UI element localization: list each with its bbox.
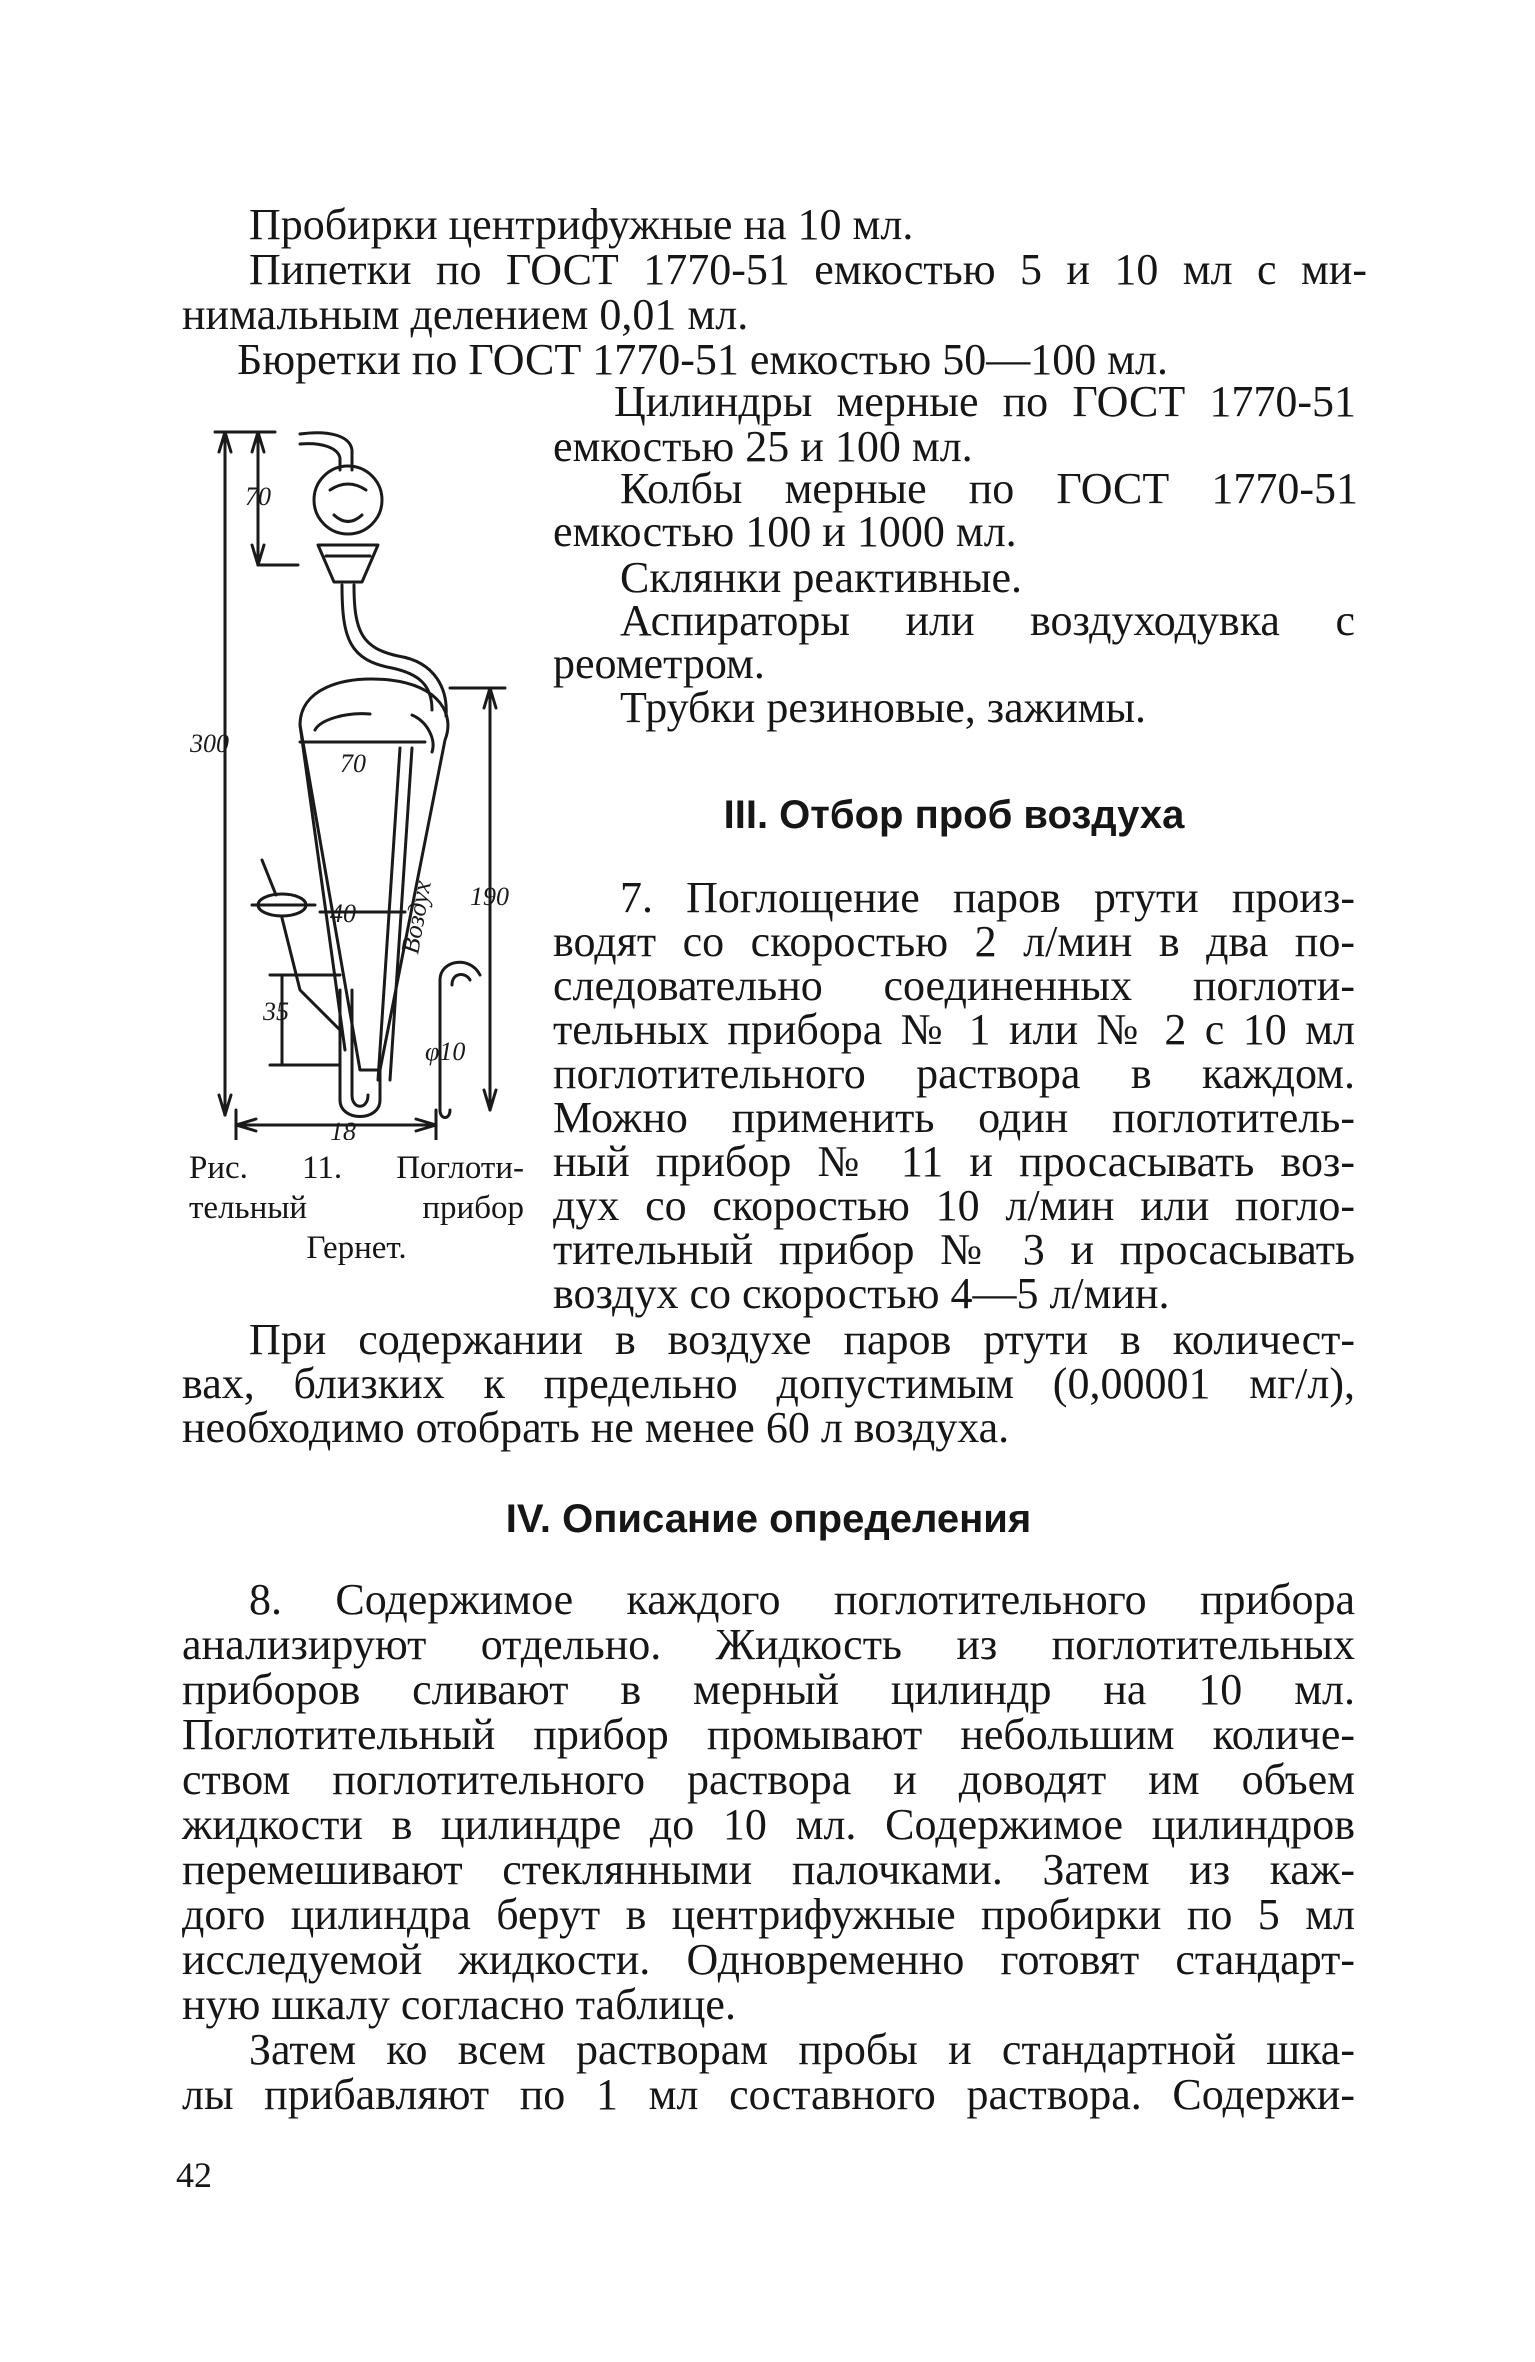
figure-caption-line-1: Рис. 11. Поглоти- xyxy=(189,1150,524,1186)
section-4-line: 8. Содержимое каждого поглотительного прибора xyxy=(249,1575,1355,1624)
section-3-line: 7. Поглощение паров ртути произ- xyxy=(620,873,1355,922)
section-4-line: приборов сливают в мерный цилиндр на 10 мл. xyxy=(182,1665,1355,1714)
section-4-title: IV. Описание определения xyxy=(505,1497,1032,1541)
equipment-line-7: Колбы мерные по ГОСТ 1770-51 xyxy=(620,464,1358,513)
page-number: 42 xyxy=(176,2155,212,2195)
section-3-line: необходимо отобрать не менее 60 л воздуха. xyxy=(182,1403,1010,1452)
dim-70-mid: 70 xyxy=(340,749,366,778)
equipment-line-9: Склянки реактивные. xyxy=(620,553,1022,602)
equipment-line-2: Пипетки по ГОСТ 1770-51 емкостью 5 и 10 мл с ми- xyxy=(249,245,1367,294)
equipment-line-5: Цилиндры мерные по ГОСТ 1770-51 xyxy=(614,377,1356,426)
section-3-line: водят со скоростью 2 л/мин в два по- xyxy=(553,917,1355,966)
dim-40: 40 xyxy=(330,899,356,928)
section-3-line: вах, близких к предельно допустимым (0,00001 мг/л), xyxy=(182,1359,1355,1408)
equipment-line-6: емкостью 25 и 100 мл. xyxy=(553,422,973,471)
section-3-title: III. Отбор проб воздуха xyxy=(723,793,1185,837)
section-4-line: Затем ко всем растворам пробы и стандартной шка- xyxy=(249,2025,1355,2074)
section-4-line: Поглотительный прибор промывают небольшим количе- xyxy=(182,1710,1355,1759)
equipment-line-10: Аспираторы или воздуходувка с xyxy=(620,596,1355,645)
dim-70-top: 70 xyxy=(245,482,271,511)
section-3-line: поглотительного раствора в каждом. xyxy=(553,1049,1355,1098)
equipment-line-12: Трубки резиновые, зажимы. xyxy=(620,683,1147,732)
section-4-line: лы прибавляют по 1 мл составного раствора. Содержи- xyxy=(182,2070,1355,2119)
section-4-line: перемешивают стеклянными палочками. Затем из каж- xyxy=(182,1845,1355,1894)
dim-35: 35 xyxy=(263,997,289,1026)
dim-300: 300 xyxy=(190,729,229,758)
section-4-line: анализируют отдельно. Жидкость из поглотительных xyxy=(182,1620,1355,1669)
section-3-line: Можно применить один поглотитель- xyxy=(553,1093,1355,1142)
section-4-line: ную шкалу согласно таблице. xyxy=(182,1980,736,2029)
section-3-line: ный прибор № 11 и просасывать воз- xyxy=(553,1137,1355,1186)
equipment-line-3: нимальным делением 0,01 мл. xyxy=(182,290,749,339)
section-3-line: следовательно соединенных поглоти- xyxy=(553,961,1355,1010)
dim-phi10: φ10 xyxy=(425,1037,466,1066)
equipment-line-1: Пробирки центрифужные на 10 мл. xyxy=(249,200,914,249)
equipment-line-11: реометром. xyxy=(553,639,765,688)
figure-caption-line-3: Гернет. xyxy=(306,1230,407,1266)
figure-caption-line-2: тельный прибор xyxy=(189,1190,524,1226)
label-air: Воздух xyxy=(395,878,437,957)
section-3-line: воздух со скоростью 4—5 л/мин. xyxy=(553,1269,1170,1318)
section-3-line: тельных прибора № 1 или № 2 с 10 мл xyxy=(553,1005,1355,1054)
equipment-line-8: емкостью 100 и 1000 мл. xyxy=(553,507,1017,556)
section-4-line: дого цилиндра берут в центрифужные пробирки по 5 мл xyxy=(182,1890,1355,1939)
section-3-line: дух со скоростью 10 л/мин или погло- xyxy=(553,1181,1355,1230)
equipment-line-4: Бюретки по ГОСТ 1770-51 емкостью 50—100 мл. xyxy=(237,335,1169,384)
dim-18: 18 xyxy=(330,1117,356,1140)
section-4-line: жидкости в цилиндре до 10 мл. Содержимое цилиндров xyxy=(182,1800,1355,1849)
section-4-line: исследуемой жидкости. Одновременно готовят стандарт- xyxy=(182,1935,1355,1984)
dim-190: 190 xyxy=(470,882,509,911)
absorption-apparatus-figure xyxy=(180,420,520,1140)
section-3-line: тительный прибор № 3 и просасывать xyxy=(553,1225,1355,1274)
section-3-line: При содержании в воздухе паров ртути в количест- xyxy=(249,1315,1355,1364)
section-4-line: ством поглотительного раствора и доводят им объем xyxy=(182,1755,1355,1804)
